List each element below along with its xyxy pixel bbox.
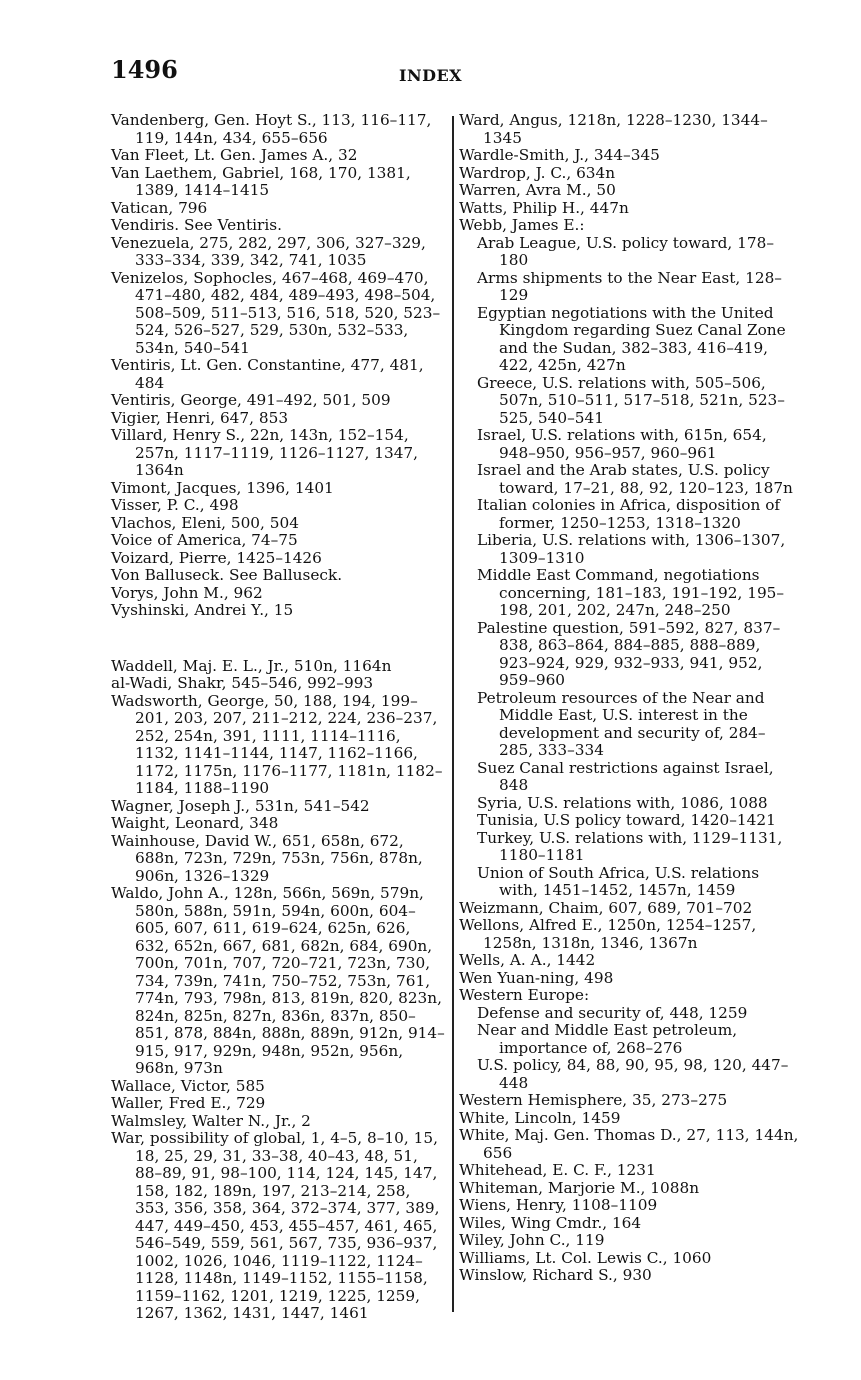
index-subentry: Israel, U.S. relations with, 615n, 654, 948–950, 956–957, 960–961 [477,426,767,462]
page-number: 1496 [111,55,178,84]
index-entry: Whitehead, E. C. F., 1231 [459,1161,656,1179]
index-entry: Williams, Lt. Col. Lewis C., 1060 [459,1248,712,1267]
index-entry: Weizmann, Chaim, 607, 689, 701–702 [459,898,753,917]
index-entry: Whiteman, Marjorie M., 1088n [459,1178,700,1197]
index-entry: Vendiris. See Ventiris. [111,216,282,234]
index-entry: Vandenberg, Gen. Hoyt S., 113, 116–117, 119, 144n, 434, 655–656 [111,111,432,147]
index-subentry: Defense and security of, 448, 1259 [477,1003,748,1022]
index-entry: War, possibility of global, 1, 4–5, 8–10, 15, 18, 25, 29, 31, 33–38, 40–43, 48, 51, 88–89, 91, 98–100, 114, 124, 145, 147, 158, 182, 189n, 197, 213–214, 258, 353, 356, 358, 364, 372–374, 377, 389, 447, 449–450, 453, 455–457, 461, 465, 546–549, 559, 561, 567, 735, 936–937, 1002, 1026, 1046, 1119–1122, 1124–1128, 1148n, 1149–1152, 1155–1158, 1159–1162, 1201, 1219, 1225, 1259, 1267, 1362, 1431, 1447, 1461 [111,1129,440,1322]
index-subentry: Arab League, U.S. policy toward, 178–180 [477,233,774,269]
index-entry: Wardle-Smith, J., 344–345 [459,146,660,164]
index-entry: Waldo, John A., 128n, 566n, 569n, 579n, 580n, 588n, 591n, 594n, 600n, 604–605, 607, 611, 619–624, 625n, 626, 632, 652n, 667, 681, 682n, 684, 690n, 700n, 701n, 707, 720–721, 723n, 730, 734, 739n, 741n, 750–752, 753n, 761, 774n, 793, 798n, 813, 819n, 820, 823n, 824n, 825n, 827n, 836n, 837n, 850–851, 878, 884n, 888n, 889n, 912n, 914–915, 917, 929n, 948n, 952n, 956n, 968n, 973n [111,884,445,1077]
index-subentry: Union of South Africa, U.S. relations with, 1451–1452, 1457n, 1459 [477,863,760,899]
index-column-left [111,112,447,1323]
index-subentry: Egyptian negotiations with the United Kingdom regarding Suez Canal Zone and the Sudan, 382–383, 416–419, 422, 425n, 427n [477,303,786,374]
index-subentry: U.S. policy, 84, 88, 90, 95, 98, 120, 447–448 [477,1056,789,1092]
index-entry: Wiles, Wing Cmdr., 164 [459,1213,642,1232]
index-entry: Wells, A. A., 1442 [459,951,596,969]
index-entry: Wardrop, J. C., 634n [459,163,616,182]
index-entry: Waddell, Maj. E. L., Jr., 510n, 1164n [111,656,392,675]
index-entry: Waight, Leonard, 348 [111,814,279,832]
index-entry: al-Wadi, Shakr, 545–546, 992–993 [111,674,374,692]
index-entry: Vlachos, Eleni, 500, 504 [111,513,299,532]
index-entry: Wen Yuan-ning, 498 [459,968,614,987]
index-entry: Wallace, Victor, 585 [111,1076,265,1095]
index-entry: Voice of America, 74–75 [111,531,298,549]
index-subentry: Greece, U.S. relations with, 505–506, 507n, 510–511, 517–518, 521n, 523–525, 540–541 [477,373,785,427]
index-entry: Visser, P. C., 498 [111,496,239,514]
index-entry: White, Lincoln, 1459 [459,1108,621,1127]
index-entry: Western Hemisphere, 35, 273–275 [459,1091,728,1109]
index-entry: White, Maj. Gen. Thomas D., 27, 113, 144n, 656 [459,1126,799,1162]
index-entry: Vigier, Henri, 647, 853 [111,408,289,427]
index-subentry: Liberia, U.S. relations with, 1306–1307, 1309–1310 [477,531,786,567]
index-entry: Western Europe: [459,986,590,1004]
index-entry: Ventiris, Lt. Gen. Constantine, 477, 481, 484 [111,356,424,392]
index-subentry: Israel and the Arab states, U.S. policy toward, 17–21, 88, 92, 120–123, 187n [477,461,793,497]
index-entry: Waller, Fred E., 729 [111,1094,266,1112]
index-entry: Vimont, Jacques, 1396, 1401 [111,478,334,497]
index-entry: Villard, Henry S., 22n, 143n, 152–154, 257n, 1117–1119, 1126–1127, 1347, 1364n [111,426,419,479]
index-entry: Voizard, Pierre, 1425–1426 [111,548,322,567]
index-entry: Wadsworth, George, 50, 188, 194, 199–201, 203, 207, 211–212, 224, 236–237, 252, 254n, 391, 1111, 1114–1116, 1132, 1141–1144, 1147, 1162–1166, 1172, 1175n, 1176–1177, 1181n, 1182–1184, 1188–1190 [111,691,443,797]
index-entry: Wainhouse, David W., 651, 658n, 672, 688n, 723n, 729n, 753n, 756n, 878n, 906n, 1326–1329 [111,831,423,885]
index-subentry: Turkey, U.S. relations with, 1129–1131, 1180–1181 [477,828,783,864]
index-subentry: Syria, U.S. relations with, 1086, 1088 [477,793,768,812]
index-entry: Watts, Philip H., 447n [459,198,629,217]
section-gap [111,620,447,658]
index-entry: Wiens, Henry, 1108–1109 [459,1196,658,1214]
index-subentry: Tunisia, U.S policy toward, 1420–1421 [477,811,776,829]
index-column-right [459,112,799,1285]
index-entry: Walmsley, Walter N., Jr., 2 [111,1111,311,1130]
index-subentry: Arms shipments to the Near East, 128–129 [477,268,782,304]
index-entry: Wagner, Joseph J., 531n, 541–542 [111,796,370,815]
index-entry: Webb, James E.: [459,216,585,234]
index-entry: Wiley, John C., 119 [459,1231,605,1249]
index-entry: Winslow, Richard S., 930 [459,1266,652,1284]
index-entry: Vorys, John M., 962 [111,583,263,602]
index-entry: Vatican, 796 [111,198,208,217]
index-entry: Warren, Avra M., 50 [459,181,616,199]
index-entry: Ventiris, George, 491–492, 501, 509 [111,391,391,409]
index-entry: Venizelos, Sophocles, 467–468, 469–470, 471–480, 482, 484, 489–493, 498–504, 508–509, 511–513, 516, 518, 520, 523–524, 526–527, 529, 530n, 532–533, 534n, 540–541 [111,268,441,357]
index-subentry: Suez Canal restrictions against Israel, 848 [477,758,774,794]
index-entry: Ward, Angus, 1218n, 1228–1230, 1344–1345 [459,111,768,147]
index-entry: Van Laethem, Gabriel, 168, 170, 1381, 1389, 1414–1415 [111,163,411,199]
index-entry: Van Fleet, Lt. Gen. James A., 32 [111,146,358,164]
index-entry: Von Balluseck. See Balluseck. [111,566,343,584]
index-subentry: Palestine question, 591–592, 827, 837–838, 863–864, 884–885, 888–889, 923–924, 929, 932–933, 941, 952, 959–960 [477,618,781,689]
index-subentry: Petroleum resources of the Near and Middle East, U.S. interest in the development and security of, 284–285, 333–334 [477,688,766,759]
index-subentry: Middle East Command, negotiations concerning, 181–183, 191–192, 195–198, 201, 202, 247n, 248–250 [477,566,785,619]
index-subentry: Near and Middle East petroleum, importance of, 268–276 [477,1021,738,1057]
column-divider [452,116,454,1312]
index-entry: Venezuela, 275, 282, 297, 306, 327–329, 333–334, 339, 342, 741, 1035 [111,233,426,269]
page-title: INDEX [398,66,463,85]
index-entry: Vyshinski, Andrei Y., 15 [111,601,294,619]
index-subentry: Italian colonies in Africa, disposition of former, 1250–1253, 1318–1320 [477,496,781,532]
index-entry: Wellons, Alfred E., 1250n, 1254–1257, 1258n, 1318n, 1346, 1367n [459,916,757,952]
